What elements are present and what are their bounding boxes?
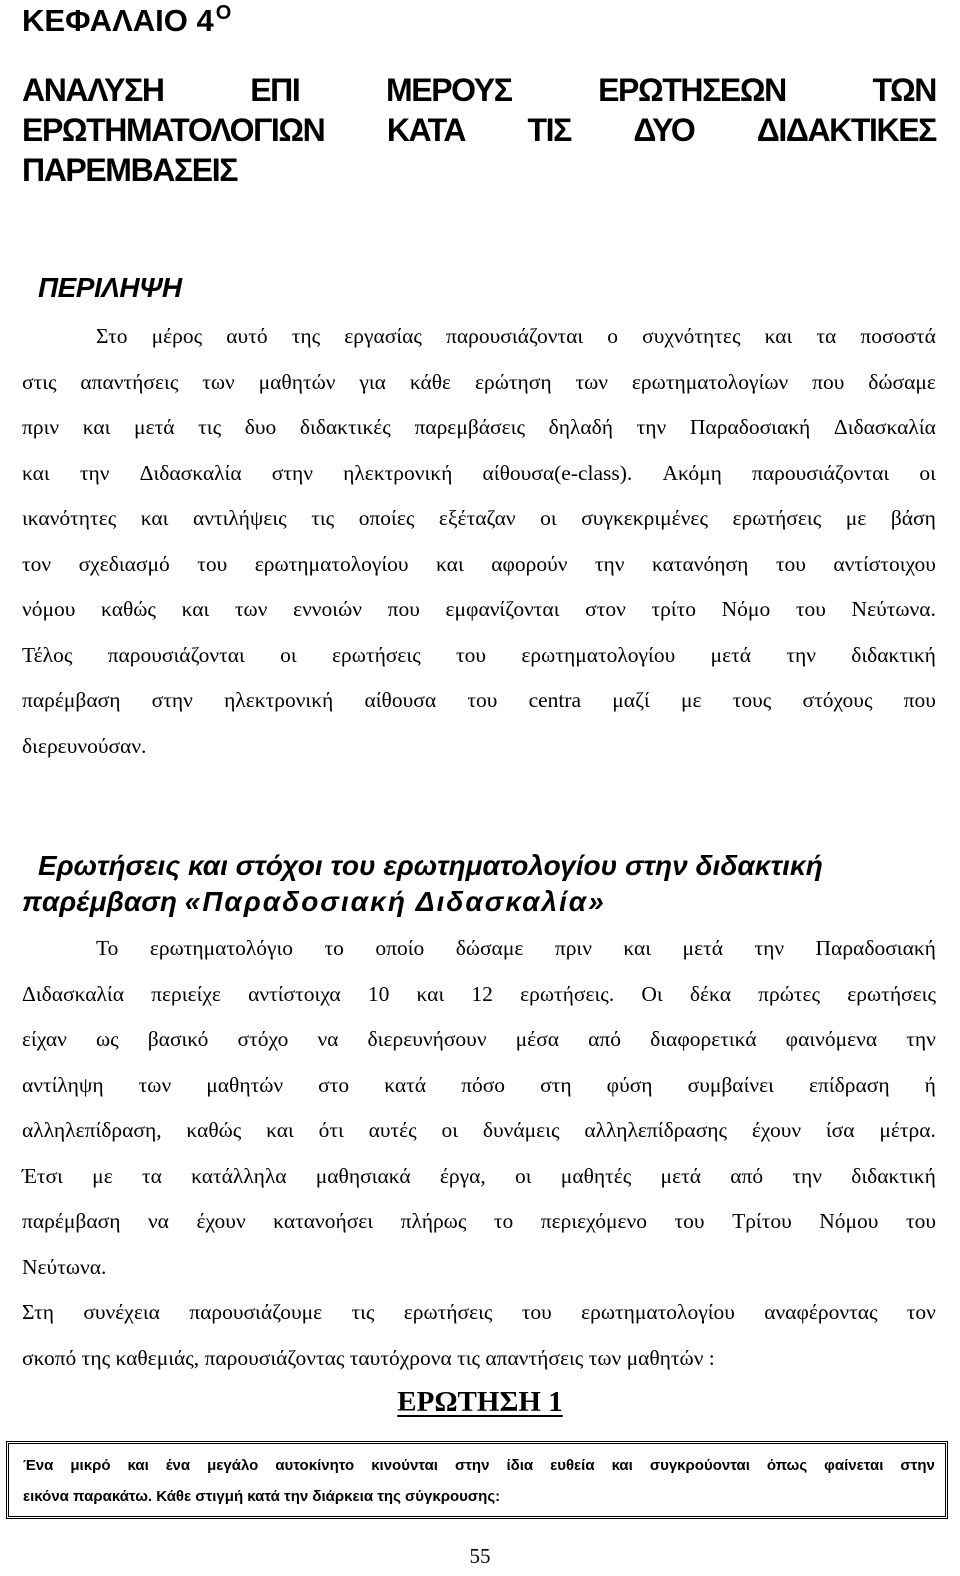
- page-number: 55: [469, 1544, 491, 1568]
- word: του: [197, 551, 228, 576]
- word: τα: [141, 1163, 162, 1188]
- word: την: [792, 1163, 822, 1188]
- word: οι: [919, 460, 936, 485]
- word: περιεχόμενο: [540, 1209, 648, 1233]
- summary-line: [22, 360, 936, 406]
- word: την: [79, 460, 110, 485]
- word: δώσαμε: [455, 936, 524, 960]
- title-word: ΑΝΑΛΥΣΗ: [22, 72, 164, 108]
- word: δηλαδή: [548, 415, 614, 439]
- word: ερώτηση: [474, 369, 552, 394]
- word: σχεδιασμό: [78, 551, 170, 576]
- word: Παραδοσιακή: [689, 415, 811, 439]
- word: εμφανίζονται: [445, 597, 560, 621]
- word: τα: [816, 324, 837, 348]
- word: περιείχε: [151, 981, 221, 1006]
- word: ερωτήσεις: [332, 642, 421, 667]
- summary-line: [22, 496, 936, 542]
- word: αντίστοιχα: [248, 981, 341, 1006]
- word: αίθουσα: [364, 688, 437, 712]
- word: αντίληψη: [22, 1072, 104, 1097]
- word: παρουσιάζονται: [107, 642, 245, 667]
- word: με: [680, 688, 702, 712]
- word: πόσο: [461, 1072, 506, 1097]
- title-word: ΜΕΡΟΥΣ: [386, 72, 512, 108]
- word: του: [456, 642, 487, 667]
- word: τρίτο: [651, 597, 697, 621]
- word: καθώς: [186, 1118, 242, 1142]
- section-heading-part: παρέμβαση: [22, 886, 185, 917]
- summary-line: [22, 314, 936, 360]
- word: μεγάλο: [207, 1457, 259, 1474]
- word: ένα: [165, 1457, 191, 1474]
- word: και: [436, 551, 464, 576]
- word: παρουσιάζονται: [446, 324, 584, 348]
- word: έργα,: [439, 1163, 486, 1188]
- word: στην: [900, 1457, 935, 1474]
- word: ερωτηματολογίων: [631, 369, 789, 394]
- word: ερωτηματολογίου: [254, 551, 409, 576]
- word: οι: [540, 506, 557, 530]
- word: τον: [906, 1300, 936, 1324]
- word: από: [730, 1163, 764, 1188]
- section-heading-line-2: [22, 884, 952, 920]
- word: ηλεκτρονική: [224, 688, 334, 712]
- word: αφορούν: [491, 551, 568, 576]
- word: ερωτηματολογίου: [521, 642, 676, 667]
- section-line: [22, 1108, 936, 1154]
- section-line: [22, 926, 936, 972]
- word: Έτσι: [22, 1163, 63, 1188]
- word: και: [266, 1118, 294, 1142]
- word: και: [140, 506, 169, 530]
- word: στην: [151, 688, 193, 712]
- word: έχουν: [751, 1118, 802, 1142]
- word: κινούνται: [371, 1457, 438, 1474]
- word: πριν: [22, 415, 60, 439]
- word: διδακτική: [851, 1163, 936, 1188]
- word: διδακτικές: [299, 415, 391, 439]
- word: κατά: [384, 1072, 427, 1097]
- word: των: [575, 369, 609, 394]
- word: φαίνεται: [824, 1457, 884, 1474]
- word: αίθουσα(e-class).: [482, 460, 633, 485]
- word: φύση: [606, 1072, 653, 1097]
- word: για: [359, 369, 386, 394]
- word: μετά: [682, 936, 724, 960]
- word: μέρος: [151, 324, 203, 348]
- word: Διδασκαλία: [833, 415, 936, 439]
- word: στην: [454, 1457, 490, 1474]
- word: στις: [22, 369, 57, 394]
- word: πριν: [554, 936, 592, 960]
- word: με: [92, 1163, 113, 1188]
- word: centra: [528, 688, 582, 712]
- word: Τέλος: [22, 642, 73, 667]
- word: τις: [198, 415, 222, 439]
- word: μετά: [710, 642, 752, 667]
- word: του: [521, 1300, 552, 1324]
- word: οποίο: [375, 936, 425, 960]
- word: συγκεκριμένες: [581, 506, 708, 530]
- word: την: [754, 936, 785, 960]
- word: πρώτες: [758, 981, 821, 1006]
- word: που: [903, 688, 936, 712]
- word: μετά: [660, 1163, 702, 1188]
- word: ηλεκτρονική: [343, 460, 453, 485]
- word: του: [775, 551, 806, 576]
- summary-line: [22, 587, 936, 633]
- word: οποίες: [358, 506, 415, 530]
- word: συνέχεια: [83, 1300, 160, 1324]
- word: Διδασκαλία: [139, 460, 242, 485]
- word: Νόμου: [819, 1209, 879, 1233]
- word: το: [324, 936, 344, 960]
- word: αυτές: [368, 1118, 417, 1142]
- word: την: [636, 415, 667, 439]
- word: φαινόμενα: [785, 1027, 878, 1051]
- word: καθώς: [101, 597, 156, 621]
- word: Ακόμη: [662, 460, 722, 485]
- word: που: [387, 597, 420, 621]
- summary-line: [22, 542, 936, 588]
- word: των: [202, 369, 235, 394]
- section-line: [22, 1154, 936, 1200]
- word: απαντήσεις: [80, 369, 179, 394]
- word: Το: [96, 936, 119, 960]
- word: μαθητές: [560, 1163, 632, 1188]
- word: του: [674, 1209, 705, 1233]
- word: Στη: [22, 1300, 55, 1324]
- word: τις: [311, 506, 335, 530]
- section-paragraph: [22, 926, 936, 1381]
- section-line: [22, 1017, 936, 1063]
- word: την: [594, 551, 625, 576]
- word: δέκα: [689, 981, 731, 1006]
- word: Νόμο: [721, 597, 771, 621]
- word: στη: [540, 1072, 572, 1097]
- word: ερωτηματολογίου: [581, 1300, 735, 1324]
- word: παρέμβαση: [22, 688, 121, 712]
- word: στην: [271, 460, 313, 485]
- word: ίσα: [825, 1118, 855, 1142]
- word: και: [611, 1457, 633, 1474]
- word: μικρό: [70, 1457, 111, 1474]
- word: να: [147, 1209, 169, 1233]
- word: και: [127, 1457, 149, 1474]
- word: και: [82, 415, 111, 439]
- word: αναφέροντας: [764, 1300, 878, 1324]
- word: από: [588, 1027, 622, 1051]
- section-heading-emphasis: «Παραδοσιακή Διδασκαλία»: [184, 886, 606, 917]
- word: του: [905, 1209, 936, 1233]
- title-line-1: [22, 70, 936, 110]
- word: μετά: [134, 415, 175, 439]
- word: παρεμβάσεις: [414, 415, 525, 439]
- word: αυτό: [226, 324, 268, 348]
- section-line: σκοπό της καθεμιάς, παρουσιάζοντας ταυτόχρονα τις απαντήσεις των μαθητών :: [22, 1345, 715, 1370]
- summary-line: [22, 451, 936, 497]
- word: εργασίας: [344, 324, 422, 348]
- word: Παραδοσιακή: [815, 936, 936, 960]
- word: παρέμβαση: [22, 1209, 121, 1233]
- word: ερωτήσεις: [403, 1300, 493, 1324]
- chapter-superscript: Ο: [215, 2, 232, 24]
- word: νόμου: [22, 597, 76, 621]
- word: οι: [515, 1163, 532, 1188]
- word: την: [906, 1027, 936, 1051]
- word: ερωτήσεις: [732, 506, 822, 530]
- word: παρουσιάζουμε: [189, 1300, 323, 1324]
- title-word: ΕΡΩΤΗΣΕΩΝ: [598, 72, 786, 108]
- word: να: [317, 1027, 339, 1051]
- word: διαφορετικά: [650, 1027, 757, 1051]
- question-text-line: εικόνα παρακάτω. Κάθε στιγμή κατά την διάρκεια της σύγκρουσης:: [23, 1488, 501, 1505]
- section-line: Νεύτωνα.: [22, 1254, 107, 1279]
- question-title: [0, 1386, 960, 1419]
- question-text-line: [23, 1450, 935, 1481]
- word: μαθητών: [206, 1072, 284, 1097]
- word: στόχο: [237, 1027, 289, 1051]
- summary-heading: ΠΕΡΙΛΗΨΗ: [38, 272, 182, 303]
- word: πλήρως: [400, 1209, 467, 1233]
- word: συμβαίνει: [687, 1072, 774, 1097]
- word: διερευνήσουν: [367, 1027, 487, 1051]
- word: αντιλήψεις: [193, 506, 287, 530]
- word: ερωτηματολόγιο: [149, 936, 294, 960]
- word: Ένα: [23, 1457, 54, 1474]
- word: κάθε: [409, 369, 452, 394]
- word: μέτρα.: [879, 1118, 936, 1142]
- title-word: ΔΙΔΑΚΤΙΚΕΣ: [756, 112, 936, 148]
- word: με: [845, 506, 867, 530]
- word: όπως: [766, 1457, 808, 1474]
- word: της: [291, 324, 321, 348]
- word: κατανόηση: [651, 551, 749, 576]
- word: μέσα: [515, 1027, 560, 1051]
- word: κατάλληλα: [191, 1163, 287, 1188]
- word: τον: [22, 551, 52, 576]
- word: διδακτική: [851, 642, 936, 667]
- word: δώσαμε: [868, 369, 936, 394]
- word: ερωτήσεις: [847, 981, 936, 1006]
- word: και: [181, 597, 210, 621]
- word: και: [623, 936, 652, 960]
- word: ο: [607, 324, 619, 348]
- word: Οι: [641, 981, 663, 1006]
- question-box: [6, 1441, 948, 1519]
- word: εννοιών: [293, 597, 362, 621]
- title-word: ΕΡΩΤΗΜΑΤΟΛΟΓΙΩΝ: [22, 112, 325, 148]
- section-line: [22, 1290, 936, 1336]
- word: αυτοκίνητο: [275, 1457, 355, 1474]
- word: το: [493, 1209, 514, 1233]
- word: ή: [924, 1072, 936, 1097]
- word: είχαν: [22, 1027, 67, 1051]
- word: συγκρούονται: [649, 1457, 750, 1474]
- word: αλληλεπίδρασης: [584, 1118, 728, 1142]
- question-title-text: ΕΡΩΤΗΣΗ 1: [397, 1386, 563, 1418]
- word: βασικό: [147, 1027, 209, 1051]
- word: στο: [318, 1072, 350, 1097]
- word: εξέταζαν: [438, 506, 516, 530]
- word: που: [812, 369, 845, 394]
- title-word: ΚΑΤΑ: [386, 112, 466, 148]
- word: αντίστοιχου: [833, 551, 936, 576]
- word: ερωτήσεις.: [520, 981, 615, 1006]
- word: του: [795, 597, 826, 621]
- title-word: ΔΥΟ: [633, 112, 695, 148]
- word: στόχους: [802, 688, 873, 712]
- word: Νεύτωνα.: [851, 597, 936, 621]
- word: ικανότητες: [22, 506, 117, 530]
- word: Τρίτου: [732, 1209, 792, 1233]
- summary-line: [22, 678, 936, 724]
- section-line: [22, 1199, 936, 1245]
- word: και: [22, 460, 50, 485]
- word: οι: [280, 642, 297, 667]
- word: ίδια: [506, 1457, 534, 1474]
- word: των: [138, 1072, 172, 1097]
- word: Στο: [96, 324, 128, 348]
- word: 10: [367, 981, 390, 1006]
- word: Διδασκαλία: [22, 981, 124, 1006]
- word: μαθητών: [258, 369, 336, 394]
- word: ευθεία: [550, 1457, 595, 1474]
- title-word: ΤΙΣ: [527, 112, 571, 148]
- summary-line: [22, 633, 936, 679]
- word: των: [234, 597, 268, 621]
- word: οι: [441, 1118, 459, 1142]
- summary-line: διερευνούσαν.: [22, 733, 147, 758]
- word: και: [764, 324, 793, 348]
- word: τους: [732, 688, 772, 712]
- word: τις: [351, 1300, 375, 1324]
- word: του: [467, 688, 498, 712]
- title-word: ΕΠΙ: [250, 72, 300, 108]
- word: δυο: [244, 415, 277, 439]
- word: και: [416, 981, 445, 1006]
- word: μαθησιακά: [315, 1163, 411, 1188]
- word: ότι: [318, 1118, 344, 1142]
- section-heading-line-1: Ερωτήσεις και στόχοι του ερωτηματολογίου στην διδακτική: [38, 850, 823, 881]
- summary-line: [22, 405, 936, 451]
- word: έχουν: [196, 1209, 246, 1233]
- title-line-3: ΠΑΡΕΜΒΑΣΕΙΣ: [22, 152, 238, 188]
- title-line-2: [22, 110, 936, 150]
- word: κατανοήσει: [273, 1209, 374, 1233]
- chapter-label: ΚΕΦΑΛΑΙΟ 4: [22, 3, 214, 38]
- word: αλληλεπίδραση,: [22, 1118, 162, 1142]
- word: επίδραση: [808, 1072, 890, 1097]
- title-word: ΤΩΝ: [872, 72, 936, 108]
- word: μαζί: [612, 688, 650, 712]
- chapter-heading: [22, 2, 231, 39]
- section-line: [22, 972, 936, 1018]
- word: 12: [471, 981, 493, 1006]
- word: βάση: [890, 506, 936, 530]
- word: συχνότητες: [642, 324, 741, 348]
- word: στον: [585, 597, 626, 621]
- word: την: [786, 642, 816, 667]
- word: παρουσιάζονται: [752, 460, 890, 485]
- word: δυνάμεις: [482, 1118, 560, 1142]
- summary-paragraph: [22, 314, 936, 769]
- word: ποσοστά: [860, 324, 936, 348]
- word: ως: [95, 1027, 119, 1051]
- section-line: [22, 1063, 936, 1109]
